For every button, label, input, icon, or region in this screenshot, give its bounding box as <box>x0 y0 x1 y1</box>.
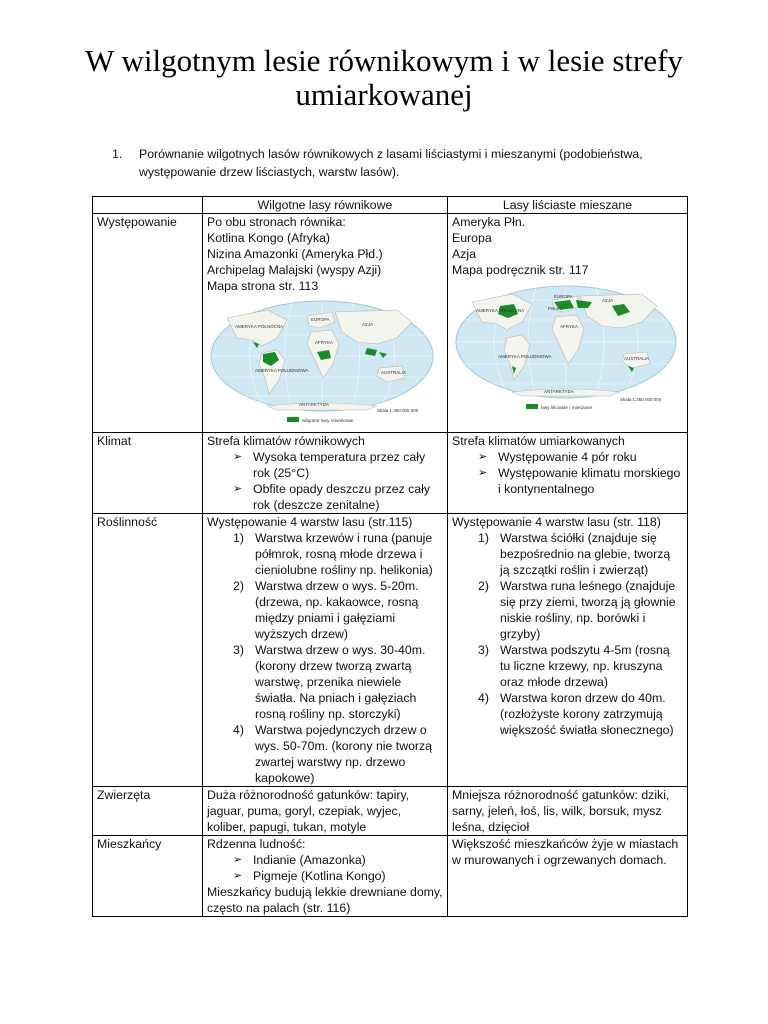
list-item <box>478 530 683 578</box>
list-item <box>478 690 683 738</box>
item-text: Warstwa koron drzew do 40m. (rozłożyste korony zatrzymują większość światła słonecznego) <box>500 691 674 737</box>
text-line: Mieszkańcy budują lekkie drewniane domy, często na palach (str. 116) <box>207 885 443 915</box>
map-label: AFRYKA <box>560 324 578 329</box>
table-row-klimat <box>93 433 688 514</box>
arrow-list <box>207 449 443 513</box>
table-header-row <box>93 197 688 214</box>
layers-list <box>207 530 443 786</box>
item-number: 3) <box>233 643 244 657</box>
list-item: ➢ Wysoka temperatura przez cały rok (25°C) <box>233 449 443 481</box>
item-text: Warstwa podszytu 4-5m (rosną tu liczne krzewy, np. kruszyna oraz młode drzewa) <box>500 643 670 689</box>
cell-tropical-climate <box>203 433 448 514</box>
map-tropical-forests <box>207 298 443 430</box>
row-label: Zwierzęta <box>93 787 203 836</box>
legend-swatch <box>287 417 299 422</box>
row-label: Roślinność <box>93 514 203 787</box>
map-label: ANTARKTYDA <box>299 402 329 407</box>
map-scale: Skala 1:350 000 000 <box>620 397 662 402</box>
item-number: 2) <box>233 579 244 593</box>
header-empty <box>93 197 203 214</box>
cell-tropical-inhabitants <box>203 836 448 917</box>
layers-list <box>452 530 683 738</box>
text-line: Mapa strona str. 113 <box>207 279 319 293</box>
item-number: 1) <box>478 531 489 545</box>
cell-title: Strefa klimatów równikowych <box>207 434 365 448</box>
cell-temperate-inhabitants: Większość mieszkańców żyje w miastach w murowanych i ogrzewanych domach. <box>448 836 688 917</box>
cell-tropical-animals: Duża różnorodność gatunków: tapiry, jaguar, puma, goryl, czepiak, wyjec, koliber, papugi, tukan, motyle <box>203 787 448 836</box>
item-number: 1) <box>233 531 244 545</box>
arrow-list <box>207 852 443 884</box>
page-title: W wilgotnym lesie równikowym i w lesie strefy umiarkowanej <box>85 43 683 112</box>
item-text: Warstwa runa leśnego (znajduje się przy ziemi, tworzą ją głownie niskie rośliny, np. borówki i grzyby) <box>500 579 676 641</box>
world-map-tropical <box>207 298 437 430</box>
cell-tropical-occurrence <box>203 214 448 433</box>
item-text: Warstwa ściółki (znajduje się bezpośrednio na glebie, tworzą ją szczątki roślin i zwierząt) <box>500 531 671 577</box>
comparison-table <box>92 196 688 917</box>
map-label: AMERYKA POŁUDNIOWA <box>255 368 309 373</box>
text-line: Ameryka Płn. <box>452 215 526 229</box>
map-label: AUSTRALIA <box>381 370 407 375</box>
map-label: AMERYKA PÓŁNOCNA <box>476 308 525 313</box>
table-row-roslinnosc <box>93 514 688 787</box>
text-line: Archipelag Malajski (wyspy Azji) <box>207 263 382 277</box>
cell-temperate-climate <box>448 433 688 514</box>
table-row-wystepowanie <box>93 214 688 433</box>
cell-title: Strefa klimatów umiarkowanych <box>452 434 625 448</box>
map-label: EUROPA <box>554 294 573 299</box>
map-label: AMERYKA POŁUDNIOWA <box>498 354 552 359</box>
cell-title: Występowanie 4 warstw lasu (str. 118) <box>452 515 661 529</box>
cell-title: Występowanie 4 warstw lasu (str.115) <box>207 515 413 529</box>
cell-temperate-vegetation <box>448 514 688 787</box>
map-label: AUSTRALIA <box>624 356 650 361</box>
legend-text: wilgotne lasy równikowe <box>302 419 354 424</box>
item-text: Warstwa pojedynczych drzew o wys. 50-70m. (korony nie tworzą zwartej warstwy np. drzewo kapokowe) <box>255 723 433 785</box>
list-item: ➢ Indianie (Amazonka) <box>233 852 443 868</box>
table-row-mieszkancy <box>93 836 688 917</box>
item-text: Warstwa drzew o wys. 30-40m. (korony drzew tworzą zwartą warstwę, przenika niewiele światła. Na pniach i gałęziach rosną rośliny np. storczyki) <box>255 643 426 721</box>
map-label: EUROPA <box>311 317 330 322</box>
cell-tropical-vegetation <box>203 514 448 787</box>
item-text: Warstwa krzewów i runa (panuje półmrok, rosną młode drzewa i cieniolubne rośliny np. helikonia) <box>255 531 433 577</box>
text-line: Mapa podręcznik str. 117 <box>452 263 589 277</box>
map-label: AZJA <box>362 322 374 327</box>
cell-temperate-occurrence <box>448 214 688 433</box>
item-text: Warstwa drzew o wys. 5-20m. (drzewa, np. kakaowce, rosną między pniami i gałęziami wyższych drzew) <box>255 579 419 641</box>
header-tropical: Wilgotne lasy równikowe <box>203 197 448 214</box>
list-item <box>233 642 443 722</box>
intro-number: 1. <box>112 147 123 161</box>
text-line: Po obu stronach równika: <box>207 215 346 229</box>
row-label: Klimat <box>93 433 203 514</box>
row-label: Występowanie <box>93 214 203 433</box>
table-row-zwierzeta <box>93 787 688 836</box>
map-scale: Skala 1:350 000 000 <box>377 408 419 413</box>
list-item: ➢ Występowanie klimatu morskiego i kontynentalnego <box>478 465 683 497</box>
legend-text: lasy liściaste i mieszane <box>541 406 593 411</box>
text-line: Europa <box>452 231 492 245</box>
row-label: Mieszkańcy <box>93 836 203 917</box>
text-line: Nizina Amazonki (Ameryka Płd.) <box>207 247 383 261</box>
text-line: Kotlina Kongo (Afryka) <box>207 231 331 245</box>
item-number: 4) <box>478 691 489 705</box>
list-item <box>233 722 443 786</box>
map-label: Pekin <box>548 306 560 311</box>
item-number: 4) <box>233 723 244 737</box>
intro-text: Porównanie wilgotnych lasów równikowych z lasami liściastymi i mieszanymi (podobieństwa, występowanie drzew liściastych, warstw lasów). <box>139 147 643 179</box>
item-number: 3) <box>478 643 489 657</box>
header-temperate: Lasy liściaste mieszane <box>448 197 688 214</box>
map-label: AZJA <box>602 298 614 303</box>
world-map-temperate <box>452 282 680 416</box>
text-line: Azja <box>452 247 476 261</box>
list-item: ➢ Występowanie 4 pór roku <box>478 449 683 465</box>
list-item <box>478 578 683 642</box>
intro-paragraph <box>112 145 692 181</box>
cell-temperate-animals: Mniejsza różnorodność gatunków: dziki, sarny, jeleń, łoś, lis, wilk, borsuk, mysz leśna, dzięcioł <box>448 787 688 836</box>
list-item: ➢ Obfite opady deszczu przez cały rok (deszcze zenitalne) <box>233 481 443 513</box>
map-label: ANTARKTYDA <box>544 389 574 394</box>
cell-title: Rdzenna ludność: <box>207 837 306 851</box>
item-number: 2) <box>478 579 489 593</box>
arrow-list <box>452 449 683 497</box>
list-item <box>233 530 443 578</box>
list-item: ➢ Pigmeje (Kotlina Kongo) <box>233 868 443 884</box>
list-item <box>233 578 443 642</box>
map-label: AMERYKA PÓŁNOCNA <box>235 324 284 329</box>
legend-swatch <box>526 404 538 409</box>
list-item <box>478 642 683 690</box>
map-temperate-forests <box>452 282 683 416</box>
map-label: AFRYKA <box>315 340 333 345</box>
